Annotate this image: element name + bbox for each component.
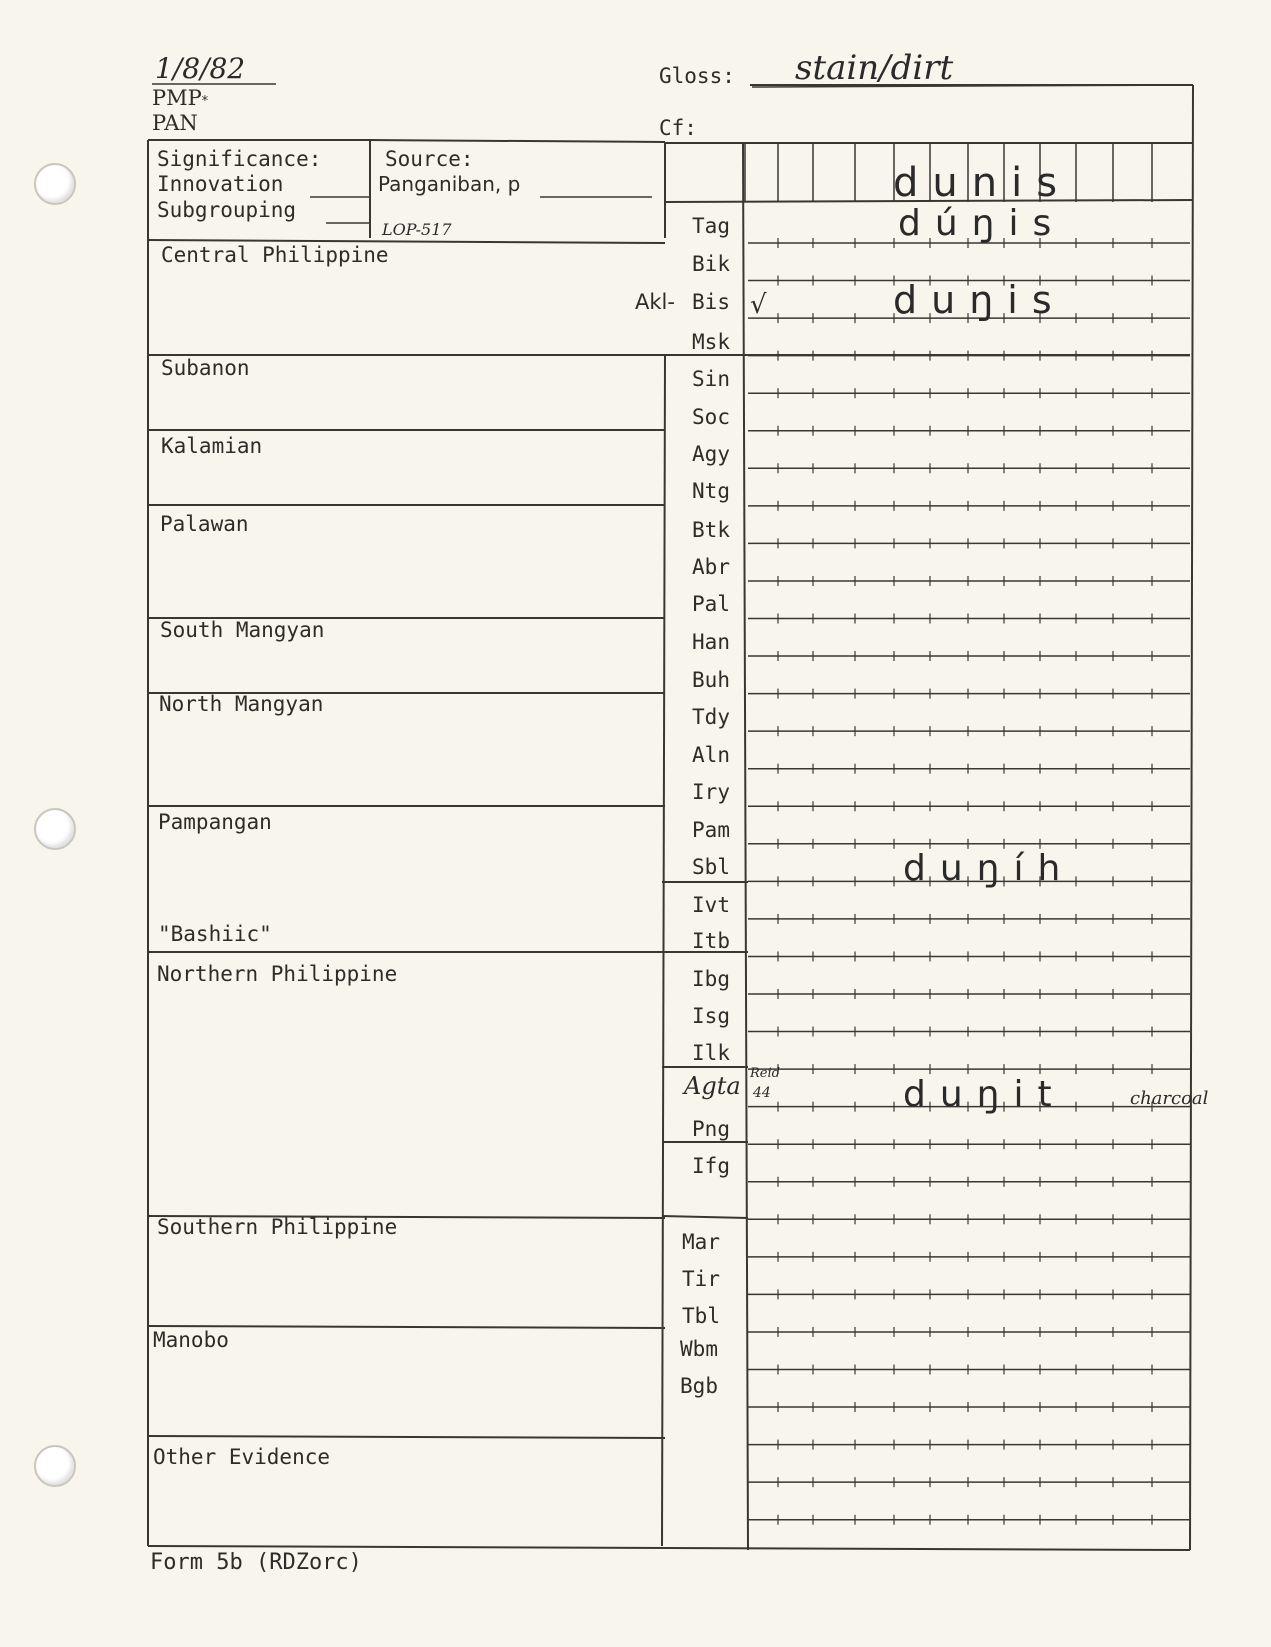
source-ref: LOP-517 xyxy=(382,220,452,239)
group-manobo: Manobo xyxy=(153,1328,229,1352)
source-label: Source: xyxy=(385,147,474,171)
lang-iry: Iry xyxy=(692,780,730,804)
lang-bis: Bis xyxy=(692,290,730,314)
lang-ntg: Ntg xyxy=(692,479,730,503)
lang-tag: Tag xyxy=(692,214,730,238)
lang-pal: Pal xyxy=(692,592,730,616)
group-kalamian: Kalamian xyxy=(161,434,263,458)
lang-han: Han xyxy=(692,630,730,654)
header-word: dunis xyxy=(893,160,1072,206)
cf-label: Cf: xyxy=(659,116,697,140)
pmp-label: PMP xyxy=(152,86,202,110)
entry-bis: duŋis xyxy=(893,278,1066,322)
significance-title: Significance: xyxy=(157,147,322,171)
lang-isg: Isg xyxy=(692,1004,730,1028)
group-other-evidence: Other Evidence xyxy=(153,1445,331,1469)
group-subanon: Subanon xyxy=(161,356,250,380)
innovation-label: Innovation xyxy=(157,172,284,196)
lang-sbl: Sbl xyxy=(692,855,730,879)
lang-btk: Btk xyxy=(692,518,730,542)
group-pampangan: Pampangan xyxy=(158,810,272,834)
gloss-value: stain/dirt xyxy=(795,48,954,88)
lang-bgb: Bgb xyxy=(680,1374,718,1398)
lang-ibg: Ibg xyxy=(692,967,730,991)
entry-bis-check: √ xyxy=(750,290,767,320)
lang-akl: Akl- xyxy=(635,290,675,314)
lang-ilk: Ilk xyxy=(692,1041,730,1065)
gloss-label: Gloss: xyxy=(659,64,735,88)
entry-sbl: duŋíh xyxy=(903,848,1075,889)
lang-itb: Itb xyxy=(692,929,730,953)
pan-label: PAN xyxy=(152,111,198,135)
group-northern-philippine: Northern Philippine xyxy=(157,962,398,986)
pmp-mark: * xyxy=(201,94,209,109)
lang-abr: Abr xyxy=(692,555,730,579)
lang-bik: Bik xyxy=(692,252,730,276)
lang-mar: Mar xyxy=(682,1230,720,1254)
lang-buh: Buh xyxy=(692,668,730,692)
entry-agta-note: charcoal xyxy=(1130,1088,1209,1109)
group-north-mangyan: North Mangyan xyxy=(159,692,324,716)
lang-tir: Tir xyxy=(682,1267,720,1291)
lang-agta: Agta xyxy=(684,1072,741,1100)
lang-tdy: Tdy xyxy=(692,705,730,729)
agta-ref-num: 44 xyxy=(753,1085,771,1101)
group-bashiic: "Bashiic" xyxy=(158,922,272,946)
subgrouping-label: Subgrouping xyxy=(157,198,297,222)
agta-ref-name: Reid xyxy=(750,1066,780,1081)
group-southern-philippine: Southern Philippine xyxy=(157,1215,398,1239)
group-palawan: Palawan xyxy=(160,512,249,536)
lang-soc: Soc xyxy=(692,405,730,429)
lang-ifg: Ifg xyxy=(692,1154,730,1178)
group-central-philippine: Central Philippine xyxy=(161,243,389,267)
lang-agy: Agy xyxy=(692,442,730,466)
lang-pam: Pam xyxy=(692,818,730,842)
form-footer: Form 5b (RDZorc) xyxy=(150,1550,362,1575)
entry-agta: duŋit xyxy=(903,1074,1066,1115)
group-south-mangyan: South Mangyan xyxy=(160,618,325,642)
lang-sin: Sin xyxy=(692,367,730,391)
lang-ivt: Ivt xyxy=(692,893,730,917)
lang-png: Png xyxy=(692,1117,730,1141)
entry-tag: dúŋis xyxy=(898,203,1066,244)
date: 1/8/82 xyxy=(155,52,246,85)
lang-aln: Aln xyxy=(692,743,730,767)
lang-wbm: Wbm xyxy=(680,1337,718,1361)
source-value: Panganiban, p xyxy=(378,172,521,196)
lang-msk: Msk xyxy=(692,330,730,354)
lang-tbl: Tbl xyxy=(682,1304,720,1328)
